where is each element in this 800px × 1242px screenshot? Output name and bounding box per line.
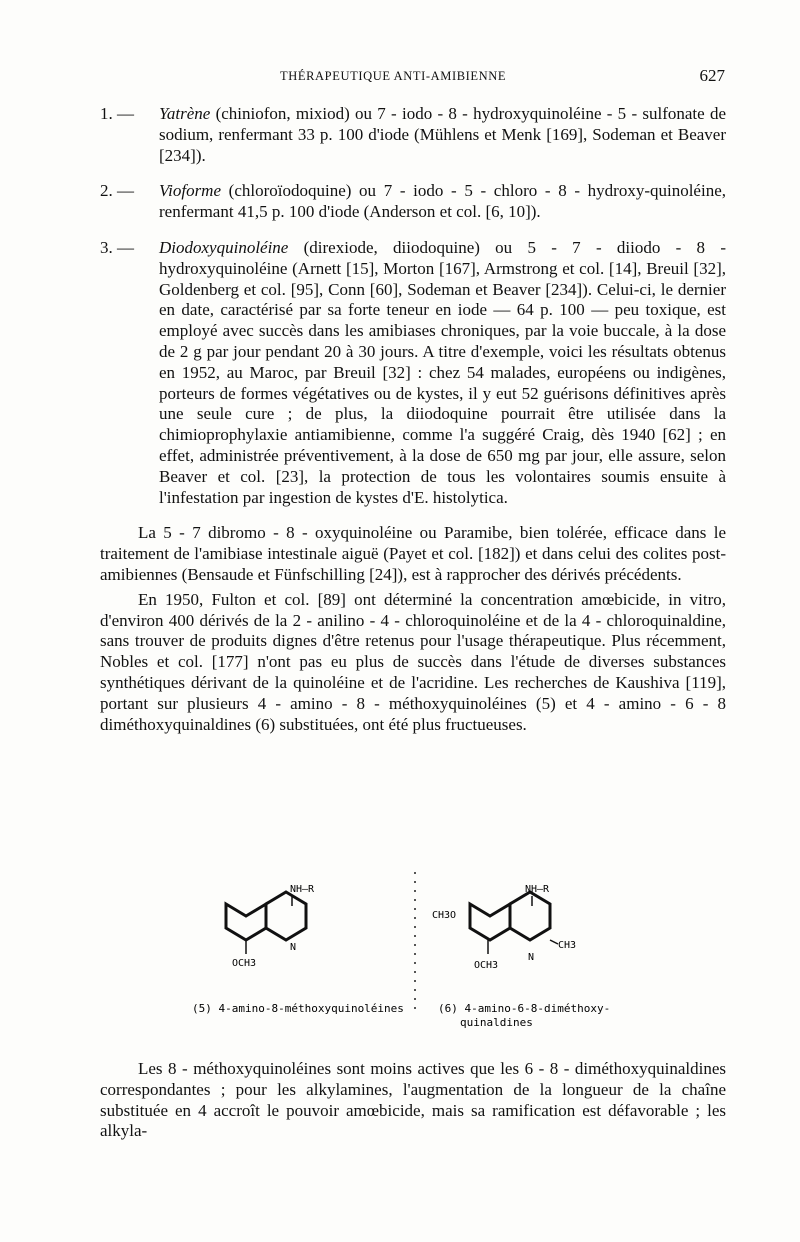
- mol5-nh-label: NH–R: [290, 884, 315, 895]
- paragraph: La 5 - 7 dibromo - 8 - oxyquinoléine ou Paramibe, bien tolérée, efficace dans le traitement de l'amibiase intestinale aiguë (Payet et col. [182]) et dans celui des colites post-amibiennes (Bensaude et Fünfschilling [24]), est à rapprocher des dérivés précédents.: [100, 523, 726, 584]
- page-header: [100, 66, 725, 91]
- body-text: [100, 104, 726, 739]
- item-text: (direxiode, diiodoquine) ou 5 - 7 - diiodo - 8 - hydroxyquinoléine (Arnett [15], Morton [167], Armstrong et col. [14], Breuil [32], Goldenberg et col. [95], Conn [60], Sodeman et Beaver [234]). Celui-ci, le dernier en date, caractérisé par sa forte teneur en iode — 64 p. 100 — peu toxique, est employé avec succès dans les amibiases chroniques, par la voie buccale, à la dose de 2 g par jour pendant 20 à 30 jours. A titre d'exemple, voici les résultats obtenus en 1952, au Maroc, par Breuil [32] : chez 54 malades, européens ou indigènes, porteurs de formes végétatives ou de kystes, il y eut 52 guérisons définitives après une seule cure ; de plus, la diiodoquine pourrait être utilisée dans la chimioprophylaxie antiamibienne, comme l'a suggéré Craig, dès 1940 [62] ; en effet, administrée préventivement, à la dose de 650 mg par jour, elle assure, selon Beaver et col. [23], la protection de tous les volontaires soumis ensuite à l'infestation par ingestion de kystes d'E. histolytica.: [159, 237, 726, 507]
- mol6-och3-label: OCH3: [474, 960, 499, 971]
- list-item: [100, 181, 726, 223]
- drug-name: Vioforme: [159, 181, 222, 201]
- mol6-ch3o-label: CH3O: [432, 910, 457, 921]
- item-number: 1. —: [100, 104, 134, 123]
- mol6-ch3-label: CH3: [558, 940, 577, 951]
- running-title: THÉRAPEUTIQUE ANTI-AMIBIENNE: [280, 69, 507, 83]
- item-number: 2. —: [100, 181, 134, 201]
- caption-6-line1: (6) 4-amino-6-8-diméthoxy-: [438, 1002, 611, 1015]
- item-text: (chloroïodoquine) ou 7 - iodo - 5 - chloro - 8 - hydroxy-quinoléine, renfermant 41,5 p. 100 d'iode (Anderson et col. [6, 10]).: [159, 181, 726, 222]
- item-number: 3. —: [100, 237, 134, 257]
- paragraph: En 1950, Fulton et col. [89] ont déterminé la concentration amœbicide, in vitro, d'environ 400 dérivés de la 2 - anilino - 4 - chloroquinoléine et de la 4 - chloroquinaldine, sans trouver de produits dignes d'être retenus pour l'usage thérapeutique. Plus récemment, Nobles et col. [177] n'ont pas eu plus de succès dans l'étude de diverses substances synthétiques dérivant de la quinoléine et de l'acridine. Les recherches de Kaushiva [119], portant sur plusieurs 4 - amino - 8 - méthoxyquinoléines (5) et 4 - amino - 6 - 8 diméthoxyquinaldines (6) substituées, ont été plus fructueuses.: [100, 589, 726, 734]
- item-text: (chiniofon, mixiod) ou 7 - iodo - 8 - hydroxyquinoléine - 5 - sulfonate de sodium, renfermant 33 p. 100 d'iode (Mühlens et Menk [169], Sodeman et Beaver [234]).: [159, 104, 726, 165]
- paragraph: Les 8 - méthoxyquinoléines sont moins actives que les 6 - 8 - diméthoxyquinaldines correspondantes ; pour les alkylamines, l'augmentation de la longueur de la chaîne substituée en 4 accroît le pouvoir amœbicide, mais sa ramification est défavorable ; les alkyla-: [100, 1059, 726, 1141]
- molecule-6: [470, 892, 550, 940]
- drug-name: Diodoxyquinoléine: [159, 237, 289, 257]
- mol6-nh-label: NH–R: [525, 884, 550, 895]
- final-text: [100, 1059, 726, 1146]
- mol5-och3-label: OCH3: [232, 958, 257, 969]
- page-number: 627: [699, 66, 725, 85]
- caption-5: (5) 4-amino-8-méthoxyquinoléines: [192, 1002, 404, 1015]
- mol5-n-label: N: [290, 942, 297, 953]
- drug-name: Yatrène: [159, 104, 211, 123]
- molecule-5: [226, 892, 306, 940]
- chemical-structures-figure: [180, 870, 650, 1040]
- mol6-n-label: N: [528, 952, 535, 963]
- caption-6-line2: quinaldines: [460, 1016, 533, 1029]
- structures-svg: [180, 870, 650, 1040]
- list-item: [100, 104, 726, 166]
- list-item: [100, 238, 726, 508]
